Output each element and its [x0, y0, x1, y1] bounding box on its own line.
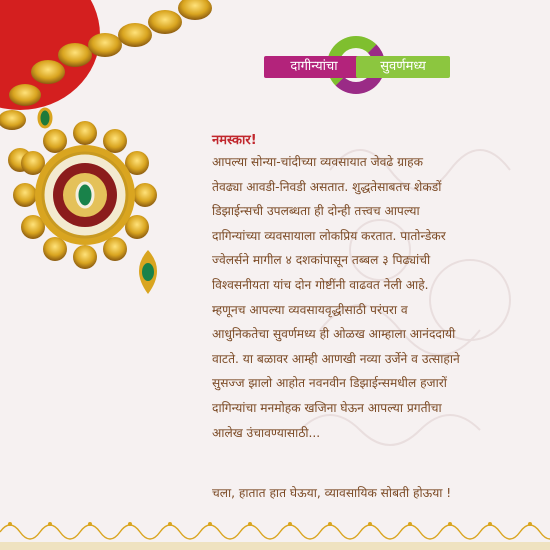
- decorative-bottom-border: [0, 512, 550, 550]
- logo-left-label: दागीन्यांचा: [264, 56, 364, 78]
- gold-necklace-image: [0, 0, 230, 320]
- logo-right-label: सुवर्णमध्य: [356, 56, 450, 78]
- brand-logo: [264, 36, 450, 100]
- greeting: नमस्कार!: [212, 133, 257, 148]
- letter-body: आपल्या सोन्या-चांदीच्या व्यवसायात जेवढे ग्राहक तेवढ्या आवडी-निवडी असतात. शुद्धतेसाबतच शेकडों डिझाईन्सची उपलब्धता ही दोन्ही तत्त्वच आपल्या दागिन्यांच्या व्यवसायाला लोकप्रिय करतात. पातोन्डेकर ज्वेलर्सने मागील ४ दशकांपासून तब्बल ३ पिढ्यांची विश्वसनीयता यांच दोन गोष्टींनी वाढवत नेली आहे. म्हणूनच आपल्या व्यवसायवृद्धीसाठी परंपरा व आधुनिकतेचा सुवर्णमध्य ही ओळख आम्हाला आनंददायी वाटते. या बळावर आम्ही आणखी नव्या उर्जेने व उत्साहाने सुसज्ज झालो आहोत नवनवीन डिझाईन्समधील हजारों दागिन्यांचा मनमोहक खजिना घेऊन आपल्या प्रगतीचा आलेख उंचावण्यासाठी...: [212, 155, 460, 440]
- closing-line: चला, हातात हात घेऊया, व्यावसायिक सोबती होऊया !: [212, 486, 452, 500]
